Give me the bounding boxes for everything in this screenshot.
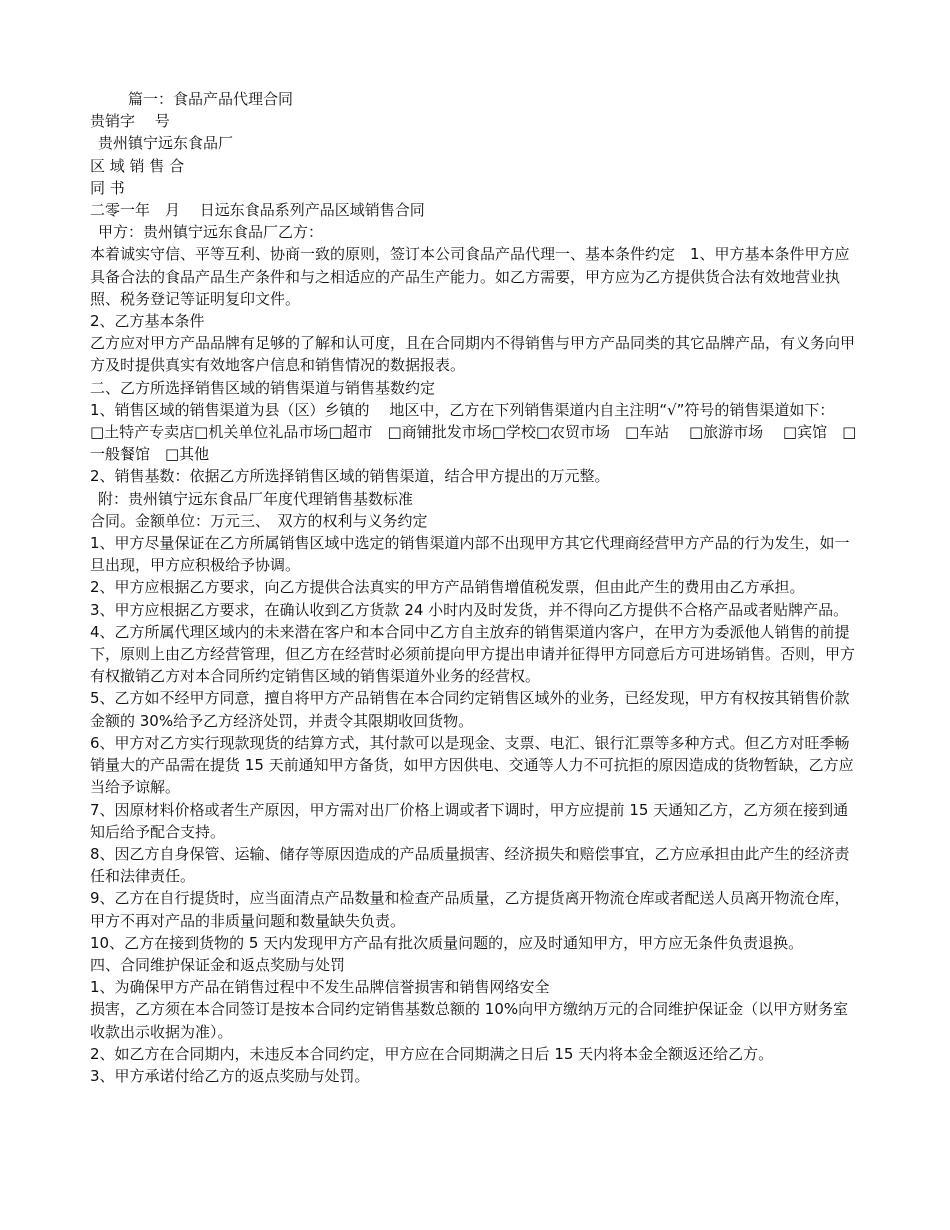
paragraph: 本着诚实守信、平等互利、协商一致的原则，签订本公司食品产品代理一、基本条件约定 1、甲方基本条件甲方应具备合法的食品产品生产条件和与之相适应的产品生产能力。如乙方需要，甲方应为乙方提供货合法有效地营业执照、税务登记等证明复印文件。	[90, 245, 850, 308]
channel-checkbox-list: □土特产专卖店□机关单位礼品市场□超市 □商铺批发市场□学校□农贸市场 □车站 □旅游市场 □宾馆 □一般餐馆 □其他	[90, 423, 857, 464]
paragraph: 2、如乙方在合同期内，未违反本合同约定，甲方应在合同期满之日后 15 天内将本金全额返还给乙方。	[90, 1044, 774, 1063]
parties-line: 甲方：贵州镇宁远东食品厂乙方：	[98, 223, 324, 242]
paragraph: 9、乙方在自行提货时，应当面清点产品数量和检查产品质量，乙方提货离开物流仓库或者配送人员离开物流仓库，甲方不再对产品的非质量问题和数量缺失负责。	[90, 889, 850, 930]
heading-article-one: 篇一：食品产品代理合同	[128, 90, 294, 108]
paragraph: 1、为确保甲方产品在销售过程中不发生品牌信誉损害和销售网络安全	[90, 978, 550, 997]
paragraph: 2、甲方应根据乙方要求，向乙方提供合法真实的甲方产品销售增值税发票，但由此产生的费用由乙方承担。	[90, 578, 805, 597]
paragraph: 乙方应对甲方产品品牌有足够的了解和认可度，且在合同期内不得销售与甲方产品同类的其它品牌产品，有义务向甲方及时提供真实有效地客户信息和销售情况的数据报表。	[90, 334, 856, 375]
paragraph: 5、乙方如不经甲方同意，擅自将甲方产品销售在本合同约定销售区域外的业务，已经发现，甲方有权按其销售价款金额的 30%给予乙方经济处罚，并责令其限期收回货物。	[90, 689, 850, 730]
section-item: 2、乙方基本条件	[90, 312, 205, 331]
title-line-1: 区 域 销 售 合	[90, 156, 185, 175]
contract-number: 贵销字 号	[90, 112, 170, 131]
paragraph: 3、甲方应根据乙方要求，在确认收到乙方货款 24 小时内及时发货，并不得向乙方提供不合格产品或者贴牌产品。	[90, 600, 849, 619]
title-line-2: 同 书	[90, 178, 125, 197]
attachment-note: 附：贵州镇宁远东食品厂年度代理销售基数标准	[98, 489, 414, 508]
paragraph: 10、乙方在接到货物的 5 天内发现甲方产品有批次质量问题的，应及时通知甲方，甲方应无条件负责退换。	[90, 933, 804, 952]
paragraph: 6、甲方对乙方实行现款现货的结算方式，其付款可以是现金、支票、电汇、银行汇票等多种方式。但乙方对旺季畅销量大的产品需在提货 15 天前通知甲方备货，如甲方因供电、交通等人力不可抗拒的原因造成的货物暂缺，乙方应当给予谅解。	[90, 733, 854, 797]
paragraph: 1、甲方尽量保证在乙方所属销售区域中选定的销售渠道内部不出现甲方其它代理商经营甲方产品的行为发生，如一旦出现，甲方应积极给予协调。	[90, 534, 850, 575]
section-heading: 四、合同维护保证金和返点奖励与处罚	[90, 955, 346, 974]
paragraph: 8、因乙方自身保管、运输、储存等原因造成的产品质量损害、经济损失和赔偿事宜，乙方应承担由此产生的经济责任和法律责任。	[90, 844, 850, 886]
company-name: 贵州镇宁远东食品厂	[98, 134, 234, 153]
paragraph: 7、因原材料价格或者生产原因，甲方需对出厂价格上调或者下调时，甲方应提前 15 天通知乙方，乙方须在接到通知后给予配合支持。	[90, 800, 849, 841]
section-heading: 合同。金额单位：万元三、 双方的权利与义务约定	[90, 511, 428, 530]
paragraph: 4、乙方所属代理区域内的未来潜在客户和本合同中乙方自主放弃的销售渠道内客户，在甲方为委派他人销售的前提下，原则上由乙方经营管理，但乙方在经营时必须前提向甲方提出申请并征得甲方同意后方可进场销售。否则，甲方有权撤销乙方对本合同所约定销售区域的销售渠道外业务的经营权。	[90, 622, 856, 686]
section-heading: 二、乙方所选择销售区域的销售渠道与销售基数约定	[90, 378, 436, 397]
paragraph: 损害，乙方须在本合同签订是按本合同约定销售基数总额的 10%向甲方缴纳万元的合同维护保证金（以甲方财务室收款出示收据为准）。	[90, 1000, 849, 1041]
document-body	[90, 88, 860, 1087]
paragraph: 3、甲方承诺付给乙方的返点奖励与处罚。	[90, 1066, 370, 1085]
paragraph: 2、销售基数：依据乙方所选择销售区域的销售渠道，结合甲方提出的万元整。	[90, 467, 610, 486]
paragraph: 1、销售区域的销售渠道为县（区）乡镇的 地区中，乙方在下列销售渠道内自主注明“√”符号的销售渠道如下：	[90, 400, 835, 419]
date-and-subtitle: 二零一年 月 日远东食品系列产品区域销售合同	[90, 201, 425, 220]
